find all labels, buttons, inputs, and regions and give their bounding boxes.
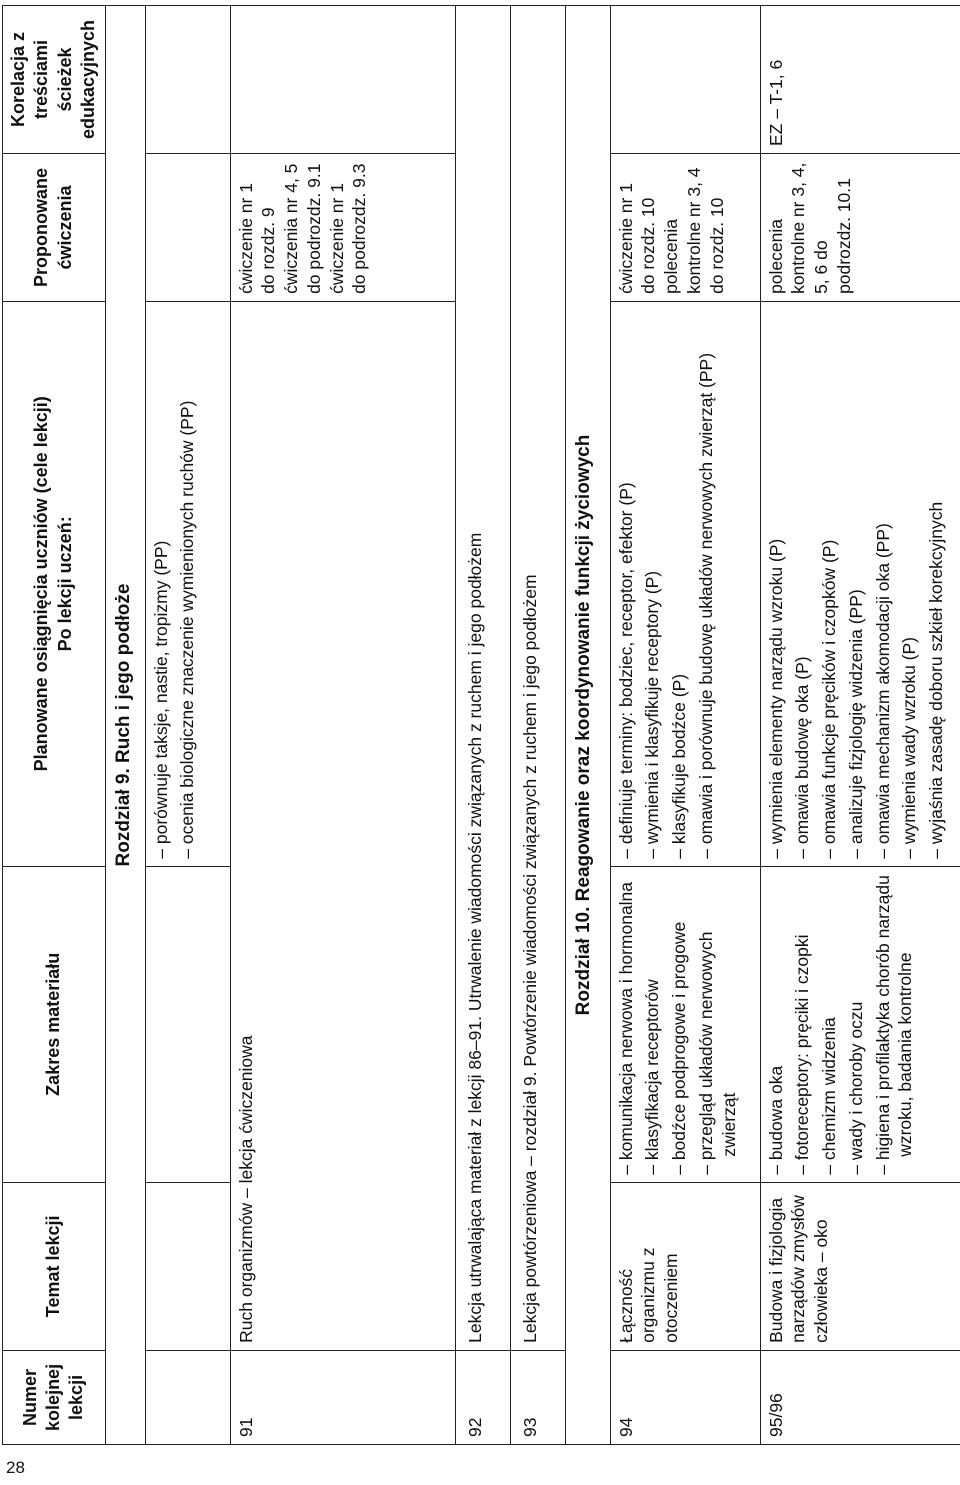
header-planowane-line2: Po lekcji uczeń: <box>54 516 75 652</box>
list-item: – budowa oka <box>765 874 788 1175</box>
lesson-topic: Łączność organizmu z otoczeniem <box>610 1182 760 1350</box>
lesson-exercises: ćwiczenie nr 1 do rozdz. 9 ćwiczenia nr 4, 5 do podrozdz. 9.1 ćwiczenie nr 1 do podrozdz. 9.3 <box>230 154 455 302</box>
page-number: 28 <box>6 1458 25 1477</box>
section-9-goals-row <box>145 6 230 1445</box>
lesson-num: 95/96 <box>760 1350 960 1444</box>
lesson-num: 93 <box>510 1350 565 1444</box>
list-item: – analizuje fizjologię widzenia (PP) <box>845 309 868 859</box>
list-item: – komunikacja nerwowa i hormonalna <box>615 874 638 1175</box>
lesson-topic: Lekcja powtórzeniowa – rozdział 9. Powtórzenie wiadomości związanych z ruchem i jego podłożem <box>510 6 565 1351</box>
list-item: – przegląd układów nerwowych zwierząt <box>695 874 741 1175</box>
list-item: – chemizm widzenia <box>818 874 841 1175</box>
list-item: – klasyfikacja receptorów <box>641 874 664 1175</box>
lesson-row-91 <box>230 6 455 1445</box>
header-zakres: Zakres materiału <box>3 866 106 1182</box>
list-item: – wyjaśnia zasadę doboru szkieł korekcyjnych <box>925 309 948 859</box>
lesson-num: 94 <box>610 1350 760 1444</box>
lesson-row-94 <box>610 6 760 1445</box>
section-9-row <box>105 6 145 1445</box>
section-10-title: Rozdział 10. Reagowanie oraz koordynowanie funkcji życiowych <box>565 6 610 1445</box>
list-item: – omawia funkcje pręcików i czopków (P) <box>818 309 841 859</box>
list-item: – wady i choroby oczu <box>845 874 868 1175</box>
goals-list <box>765 309 948 859</box>
lesson-topic: Ruch organizmów – lekcja ćwiczeniowa <box>230 301 455 1350</box>
header-planowane <box>3 301 106 866</box>
lesson-plan-table <box>2 5 960 1445</box>
list-item: – omawia i porównuje budowę układów nerwowych zwierząt (PP) <box>695 309 718 859</box>
list-item: – fotoreceptory: pręciki i czopki <box>791 874 814 1175</box>
lesson-row-92 <box>455 6 510 1445</box>
list-item: – wymienia i klasyfikuje receptory (P) <box>641 309 664 859</box>
header-planowane-line1: Planowane osiągnięcia uczniów (cele lekcji) <box>31 396 52 772</box>
lesson-topic: Budowa i fizjologia narządów zmysłów człowieka – oko <box>760 1182 960 1350</box>
header-temat: Temat lekcji <box>3 1182 106 1350</box>
list-item: – higiena i profilaktyka chorób narządu wzroku, badania kontrolne <box>872 874 918 1175</box>
lesson-num: 91 <box>230 1350 455 1444</box>
section-10-row <box>565 6 610 1445</box>
lesson-exercises: ćwiczenie nr 1 do rozdz. 10 polecenia kontrolne nr 3, 4 do rozdz. 10 <box>610 154 760 302</box>
list-item: – omawia budowę oka (P) <box>791 309 814 859</box>
list-item: – omawia mechanizm akomodacji oka (PP) <box>872 309 895 859</box>
list-item: – bodźce podprogowe i progowe <box>668 874 691 1175</box>
header-korelacja: Korelacja z treściami ścieżek edukacyjnych <box>3 6 106 154</box>
header-num: Numer kolejnej lekcji <box>3 1350 106 1444</box>
lesson-topic: Lekcja utrwalająca materiał z lekcji 86–91. Utrwalenie wiadomości związanych z ruchem i jego podłożem <box>455 6 510 1351</box>
lesson-row-95-96 <box>760 6 960 1445</box>
header-cwiczenia: Proponowane ćwiczenia <box>3 154 106 302</box>
section-9-goals-list <box>150 309 200 859</box>
header-row <box>3 6 106 1445</box>
lesson-exercises: polecenia kontrolne nr 3, 4, 5, 6 do podrozdz. 10.1 <box>760 154 960 302</box>
lesson-num: 92 <box>455 1350 510 1444</box>
section-9-title: Rozdział 9. Ruch i jego podłoże <box>105 6 145 1445</box>
list-item: – klasyfikuje bodźce (P) <box>668 309 691 859</box>
goals-list <box>615 309 718 859</box>
scope-list <box>765 874 918 1175</box>
lesson-row-93 <box>510 6 565 1445</box>
scope-list <box>615 874 741 1175</box>
list-item: – ocenia biologiczne znaczenie wymienionych ruchów (PP) <box>176 309 199 859</box>
lesson-correlation: EZ – T-1, 6 <box>760 6 960 154</box>
list-item: – wymienia elementy narządu wzroku (P) <box>765 309 788 859</box>
list-item: – wymienia wady wzroku (P) <box>898 309 921 859</box>
list-item: – porównuje taksje, nastie, tropizmy (PP) <box>150 309 173 859</box>
list-item: – definiuje terminy: bodziec, receptor, efektor (P) <box>615 309 638 859</box>
